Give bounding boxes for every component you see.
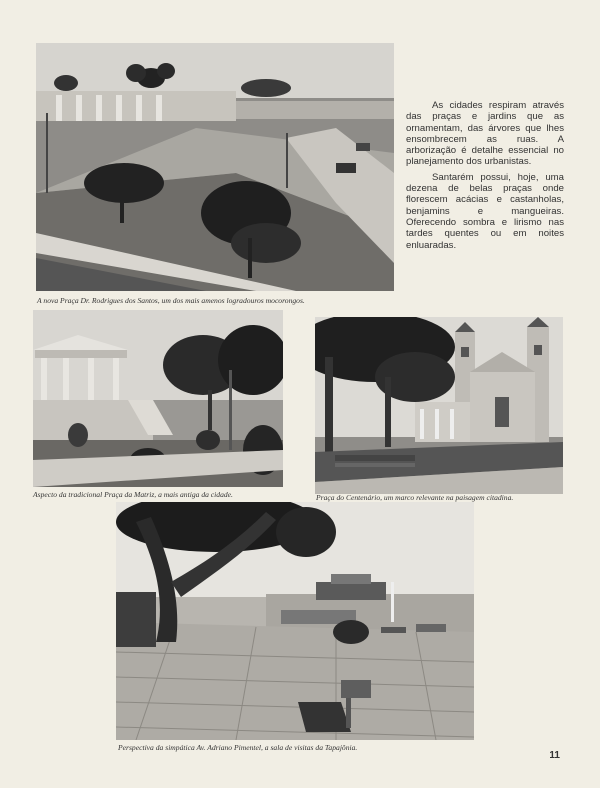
article-paragraph-1: As cidades respiram através das praças e jardins que as ornamentam, das árvores que lhes ensombrecem as ruas. A arborização é detalhe essencial no planejamento dos urbanistas. [406,100,564,168]
photo-av-adriano-image [116,502,474,740]
photo-praca-rodrigues-image [36,43,394,291]
photo-praca-do-centenario [315,317,563,494]
photo-av-adriano-pimentel [116,502,474,740]
photo-praca-matriz-image [33,310,283,487]
article-text [406,100,564,255]
caption-praca-rodrigues: A nova Praça Dr. Rodrigues dos Santos, um dos mais amenos logradouros mocorongos. [37,296,305,305]
photo-praca-da-matriz [33,310,283,487]
page-number: 11 [549,750,560,761]
caption-praca-do-centenario: Praça do Centenário, um marco relevante na paisagem citadina. [316,493,514,502]
photo-praca-rodrigues-dos-santos [36,43,394,291]
caption-praca-da-matriz: Aspecto da tradicional Praça da Matriz, a mais antiga da cidade. [33,490,233,499]
caption-av-adriano-pimentel: Perspectiva da simpática Av. Adriano Pimentel, a sala de visitas da Tapajônia. [118,743,358,752]
photo-praca-centenario-image [315,317,563,494]
article-paragraph-2: Santarém possui, hoje, uma dezena de belas praças onde florescem acácias e castanholas, benjamins e mangueiras. Oferecendo sombra e lirismo nas tardes quentes ou em noites enluaradas. [406,171,564,251]
